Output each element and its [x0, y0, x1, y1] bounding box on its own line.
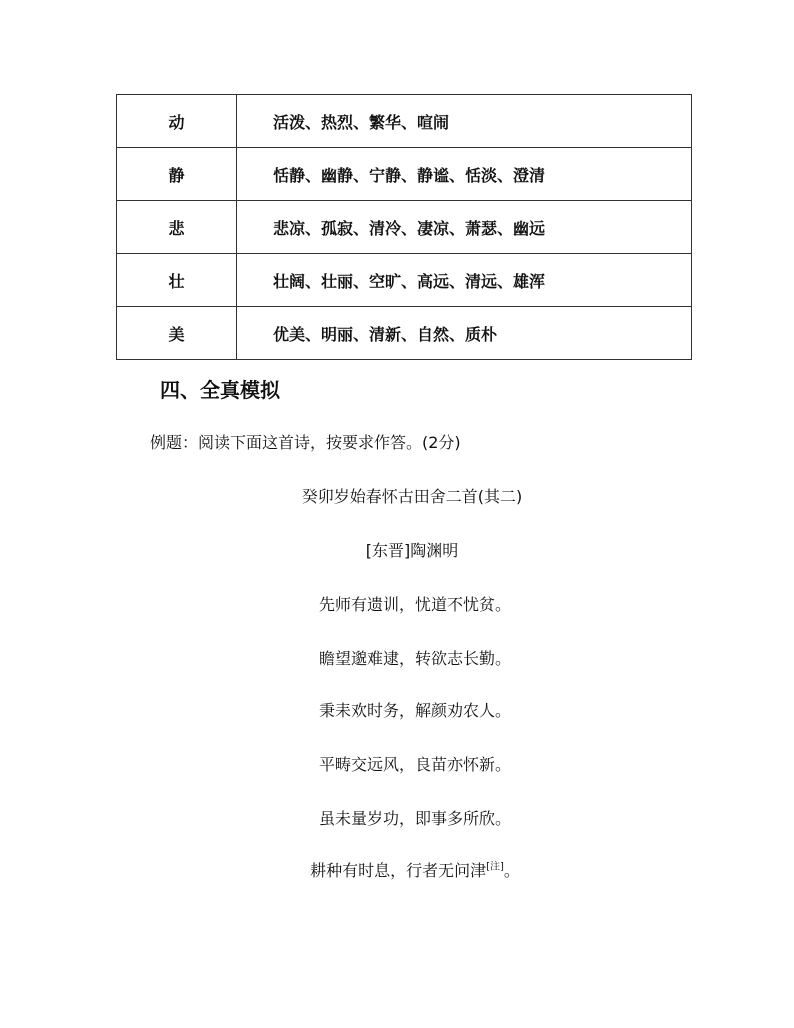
poem-line-last — [0, 858, 794, 881]
mood-word-table — [116, 94, 692, 360]
poem-title: 癸卯岁始春怀古田舍二首(其二) — [301, 487, 523, 506]
row-words: 恬静、幽静、宁静、静谧、恬淡、澄清 — [237, 148, 692, 201]
table-row — [117, 254, 692, 307]
poem-line: 瞻望邈难逮，转欲志长勤。 — [318, 649, 511, 668]
poem-line: 平畴交远风，良苗亦怀新。 — [318, 755, 511, 774]
poem-line-text: 耕种有时息，行者无问津 — [310, 861, 487, 880]
row-words: 活泼、热烈、繁华、喧闹 — [237, 95, 692, 148]
poem-line: 虽未量岁功，即事多所欣。 — [318, 809, 511, 828]
row-words: 悲凉、孤寂、清冷、凄凉、萧瑟、幽远 — [237, 201, 692, 254]
poem-author: [东晋]陶渊明 — [365, 541, 459, 560]
poem-line: 秉耒欢时务，解颜劝农人。 — [318, 701, 511, 720]
table-row — [117, 307, 692, 360]
footnote-marker: [注] — [486, 861, 504, 873]
row-words: 壮阔、壮丽、空旷、高远、清远、雄浑 — [237, 254, 692, 307]
poem-line-punct: 。 — [503, 861, 520, 880]
question-prompt: 例题：阅读下面这首诗，按要求作答。(2分) — [150, 433, 461, 452]
table-row — [117, 201, 692, 254]
row-key: 动 — [117, 95, 237, 148]
row-key: 悲 — [117, 201, 237, 254]
row-key: 美 — [117, 307, 237, 360]
poem-line: 先师有遗训，忧道不忧贫。 — [318, 595, 511, 614]
section-title: 四、全真模拟 — [160, 378, 280, 402]
table-row — [117, 148, 692, 201]
row-key: 壮 — [117, 254, 237, 307]
row-words: 优美、明丽、清新、自然、质朴 — [237, 307, 692, 360]
row-key: 静 — [117, 148, 237, 201]
table-row — [117, 95, 692, 148]
